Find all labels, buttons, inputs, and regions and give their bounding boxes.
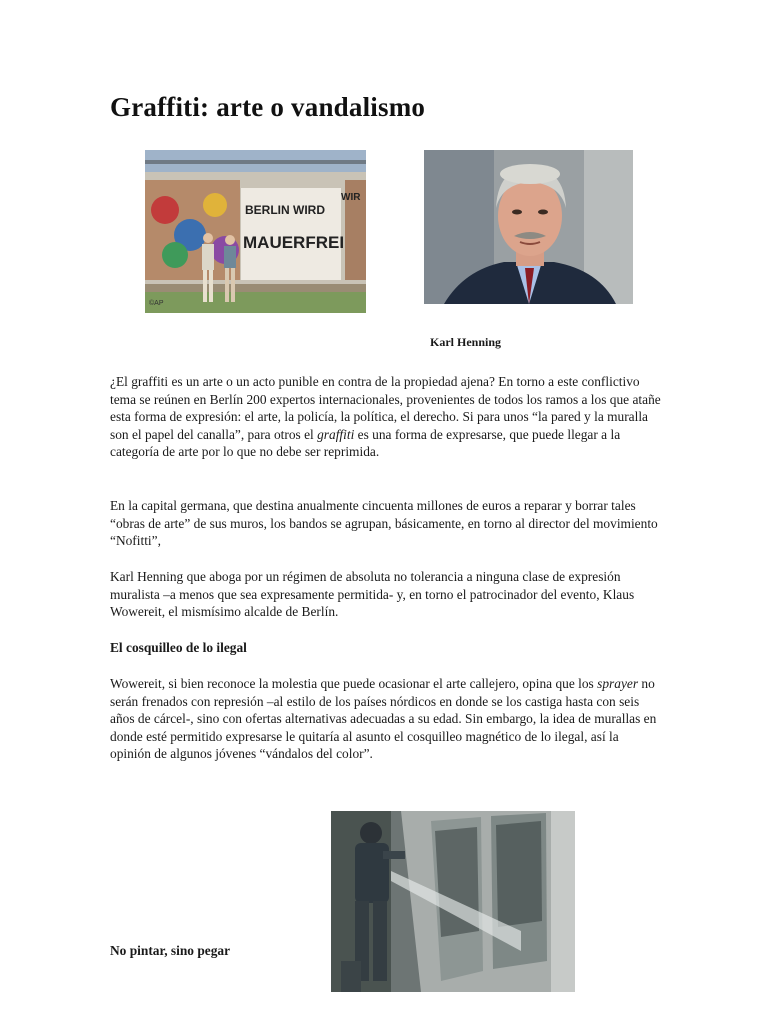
wall-graffiti-line2: MAUERFREI: [243, 233, 345, 252]
portrait-caption: Karl Henning: [430, 335, 502, 349]
berlin-wall-photo: [145, 150, 366, 313]
paragraph-henning: Karl Henning que aboga por un régimen de absoluta no tolerancia a ninguna clase de expresión muralista –a menos que sea expresamente permitida- y, en torno el patrocinador del evento, Klaus Wowereit, el mismísimo alcalde de Berlín.: [110, 569, 635, 620]
berlin-wall-image: [145, 150, 366, 313]
paragraph-wowereit-part2: no serán frenados con represión –al estilo de los países nórdicos en donde se los castiga hasta con seis años de cárcel-, sino con ofertas alternativas adecuadas a su edad. Sin embargo, la idea de murallas en donde esté permitido expresarse le quitaría al asunto el cosquilleo magnético de lo ilegal, así la opinión de algunos jóvenes “vándalos del color”.: [110, 676, 657, 762]
paragraph-intro-part1: ¿El graffiti es un arte o un acto punible en contra de la propiedad ajena? En torno a este conflictivo tema se reúnen en Berlín 200 expertos internacionales, provenientes de todos los ramos a los que atañe esta forma de expresión: el arte, la policía, la política, el derecho. Si para unos “la pared y la muralla son el papel del canalla”, para otros el: [110, 374, 661, 442]
paragraph-capital: En la capital germana, que destina anualmente cincuenta millones de euros a reparar y borrar tales “obras de arte” de sus muros, los bandos se agrupan, básicamente, en torno al director del movimiento “Nofitti”,: [110, 498, 658, 549]
wall-graffiti-side: WIR: [341, 192, 361, 203]
paragraph-wowereit-part1: Wowereit, si bien reconoce la molestia que puede ocasionar el arte callejero, opina que los: [110, 676, 598, 691]
karl-henning-portrait: [424, 150, 633, 304]
portrait-image: [424, 150, 633, 304]
train-cleaning-image: [331, 811, 575, 992]
graffiti-emphasis: graffiti: [317, 426, 355, 442]
subheading-no-pintar: No pintar, sino pegar: [110, 943, 231, 958]
photo-credit: ©AP: [149, 300, 164, 307]
subheading-cosquilleo: El cosquilleo de lo ilegal: [110, 640, 247, 655]
page-title: Graffiti: arte o vandalismo: [110, 92, 426, 122]
paragraph-intro-part2: es una forma de expresarse, que puede llegar a la categoría de arte por lo que no debe ser reprimida.: [110, 426, 621, 460]
paragraph-wowereit: [110, 675, 662, 763]
train-cleaning-photo: [331, 811, 575, 992]
sprayer-emphasis: sprayer: [597, 676, 639, 691]
paragraph-intro: [110, 373, 662, 461]
wall-graffiti-line1: BERLIN WIRD: [245, 203, 325, 217]
